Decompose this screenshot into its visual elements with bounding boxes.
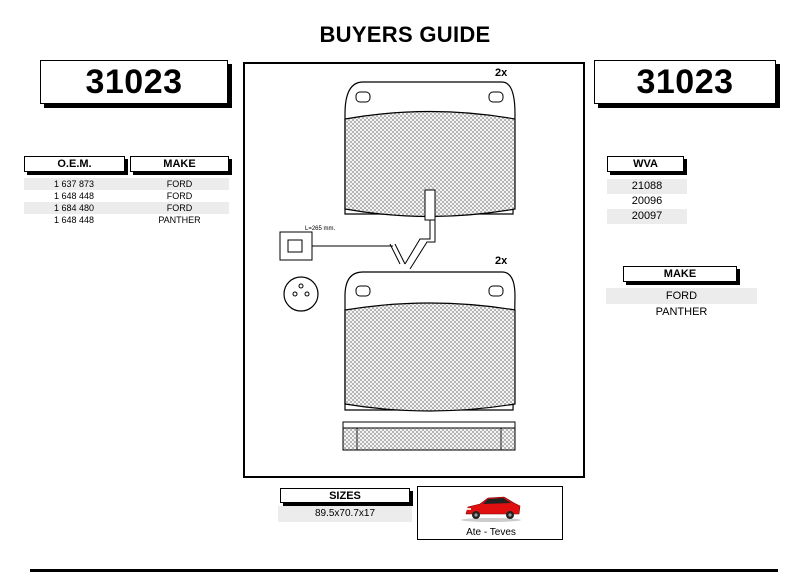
oem-number: 1 684 480 (24, 202, 124, 214)
brand-label: Ate - Teves (466, 527, 516, 538)
sensor-plug-pin (293, 292, 297, 296)
qty-top: 2x (495, 67, 508, 79)
table-row (24, 178, 229, 190)
wva-number: 20097 (607, 209, 687, 224)
sensor-wire (405, 220, 435, 269)
oem-make: FORD (130, 202, 229, 214)
car-image (418, 487, 564, 525)
top-plate-hole-right (489, 92, 503, 102)
sensor-plug (284, 277, 318, 311)
oem-make: FORD (166, 191, 193, 201)
side-profile-backing (343, 422, 515, 428)
sizes-value: 89.5x70.7x17 (278, 506, 412, 522)
wva-number: 20096 (631, 195, 663, 207)
brake-pad-drawing (243, 62, 585, 478)
make-name: FORD (606, 288, 757, 304)
bottom-plate-hole-right (489, 286, 503, 296)
brake-pad-svg (245, 64, 583, 476)
oem-number: 1 648 448 (53, 215, 95, 225)
brand-box (417, 486, 563, 540)
table-row (24, 214, 229, 226)
top-plate-hole-left (356, 92, 370, 102)
oem-number: 1 648 448 (53, 191, 95, 201)
table-row (24, 190, 229, 202)
sensor-probe (425, 190, 435, 220)
sensor-cable (390, 244, 405, 264)
side-profile-friction (343, 428, 515, 450)
make-header-right: MAKE (623, 266, 737, 282)
sensor-plug-pin (305, 292, 309, 296)
sensor-length-label: L=265 mm. (305, 226, 336, 232)
oem-make: PANTHER (158, 215, 201, 225)
sizes-header: SIZES (280, 488, 410, 503)
make-header: MAKE (130, 156, 229, 172)
bottom-friction-material (345, 303, 515, 411)
make-table-body (606, 288, 757, 320)
bottom-plate-hole-left (356, 286, 370, 296)
sensor-connector-pin (288, 240, 302, 252)
wva-table-body (607, 179, 687, 224)
oem-make: FORD (130, 178, 229, 190)
bottom-divider (30, 569, 778, 572)
sensor-plug-pin (299, 284, 303, 288)
oem-header: O.E.M. (24, 156, 125, 172)
page-title: BUYERS GUIDE (319, 22, 491, 47)
table-row (24, 202, 229, 214)
part-number-right: 31023 (594, 60, 776, 104)
oem-table-body (24, 178, 229, 226)
wva-number: 21088 (607, 179, 687, 194)
wva-header: WVA (607, 156, 684, 172)
oem-number: 1 637 873 (24, 178, 124, 190)
qty-bottom: 2x (495, 255, 508, 267)
part-number-left: 31023 (40, 60, 228, 104)
make-name: PANTHER (655, 306, 708, 318)
